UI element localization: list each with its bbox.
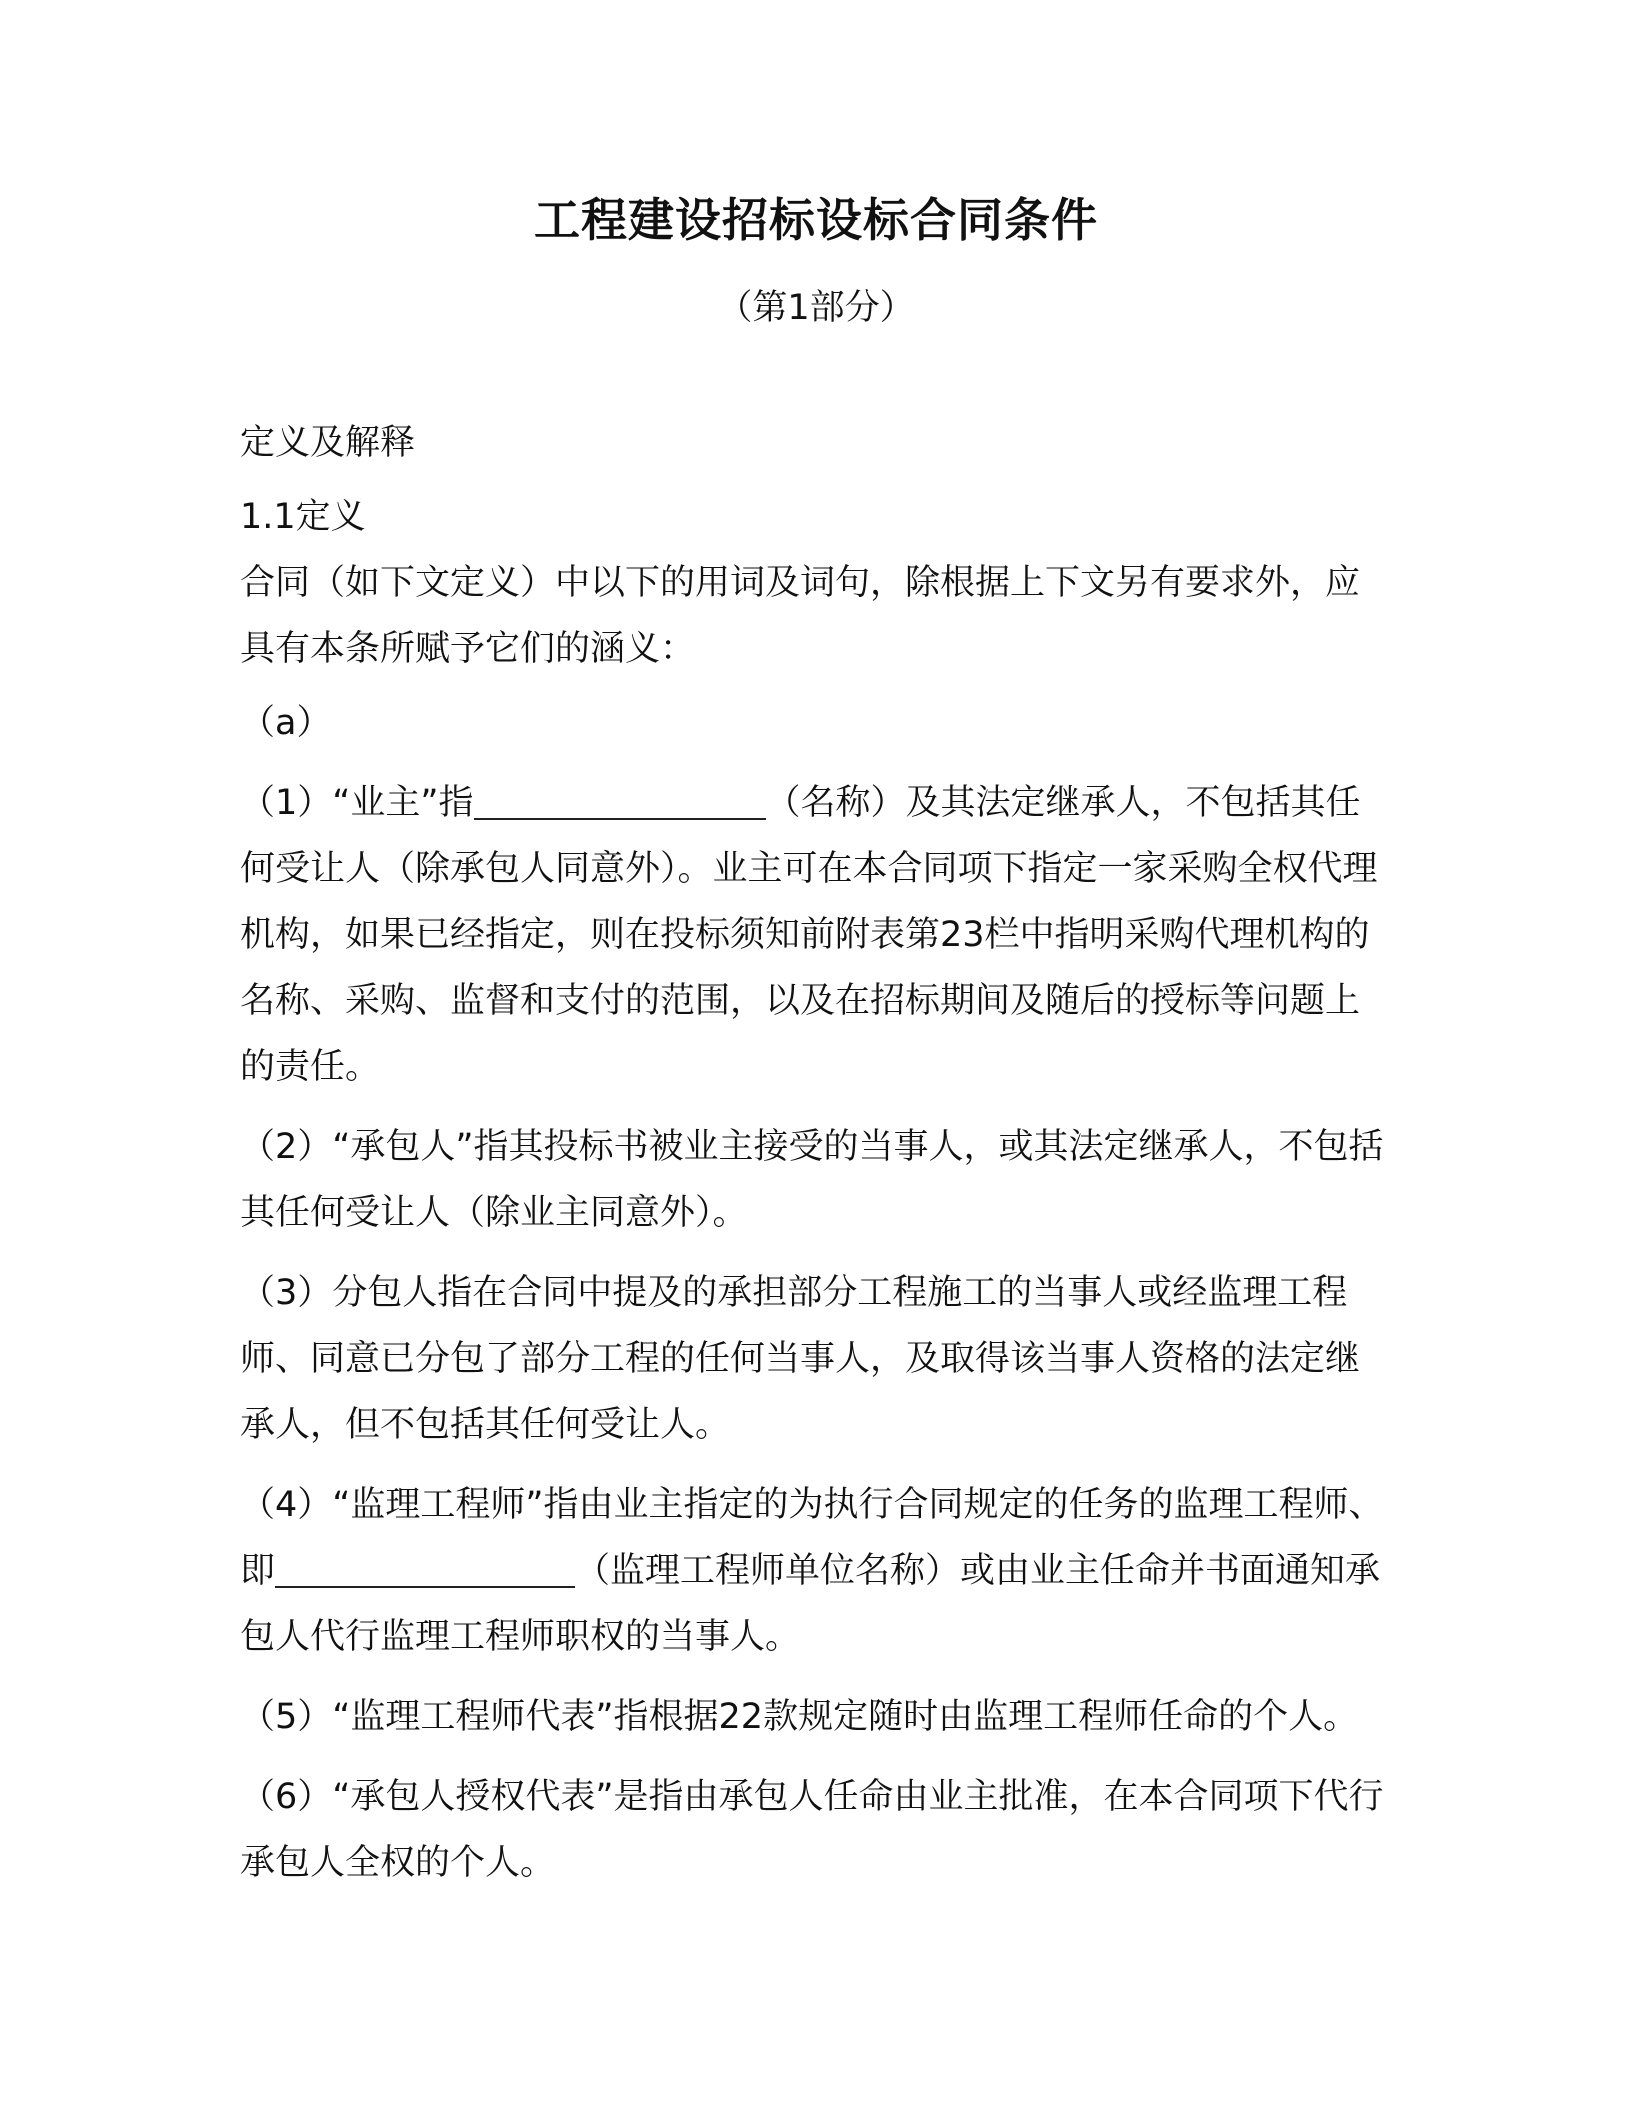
subsection-heading: 1.1定义 (240, 497, 366, 537)
item-4-text-before: （4）“监理工程师”指由业主指定的为执行合同规定的任务的监理工程师、即 (240, 1485, 1384, 1591)
item-4-engineer (240, 1472, 1390, 1670)
item-3-subcontractor: （3）分包人指在合同中提及的承担部分工程施工的当事人或经监理工程师、同意已分包了部分工程的任何当事人，及取得该当事人资格的法定继承人，但不包括其任何受让人。 (240, 1273, 1361, 1445)
item-1-owner (240, 770, 1390, 1100)
engineer-name-blank (275, 1542, 575, 1588)
document-subtitle: （第1部分） (717, 288, 915, 328)
item-6-contractor-representative: （6）“承包人授权代表”是指由承包人任命由业主批准，在本合同项下代行承包人全权的个人。 (240, 1777, 1384, 1883)
item-1-text-before: （1）“业主”指 (240, 783, 474, 823)
item-5-engineer-representative: （5）“监理工程师代表”指根据22款规定随时由监理工程师任命的个人。 (240, 1697, 1359, 1737)
document-title: 工程建设招标设标合同条件 (534, 193, 1098, 247)
intro-paragraph: 合同（如下文定义）中以下的用词及词句，除根据上下文另有要求外，应具有本条所赋予它们的涵义： (240, 563, 1361, 669)
item-2-contractor: （2）“承包人”指其投标书被业主接受的当事人，或其法定继承人，不包括其任何受让人（除业主同意外）。 (240, 1127, 1384, 1233)
owner-name-blank (474, 774, 766, 820)
item-1-text-after: （名称）及其法定继承人，不包括其任何受让人（除承包人同意外）。业主可在本合同项下指定一家采购全权代理机构，如果已经指定，则在投标须知前附表第23栏中指明采购代理机构的名称、采购、监督和支付的范围，以及在招标期间及随后的授标等问题上的责任。 (240, 783, 1378, 1087)
section-heading: 定义及解释 (240, 423, 416, 463)
item-4-text-after: （监理工程师单位名称）或由业主任命并书面通知承包人代行监理工程师职权的当事人。 (240, 1551, 1381, 1657)
document-body (240, 410, 1390, 1896)
item-a: （a） (240, 703, 332, 743)
